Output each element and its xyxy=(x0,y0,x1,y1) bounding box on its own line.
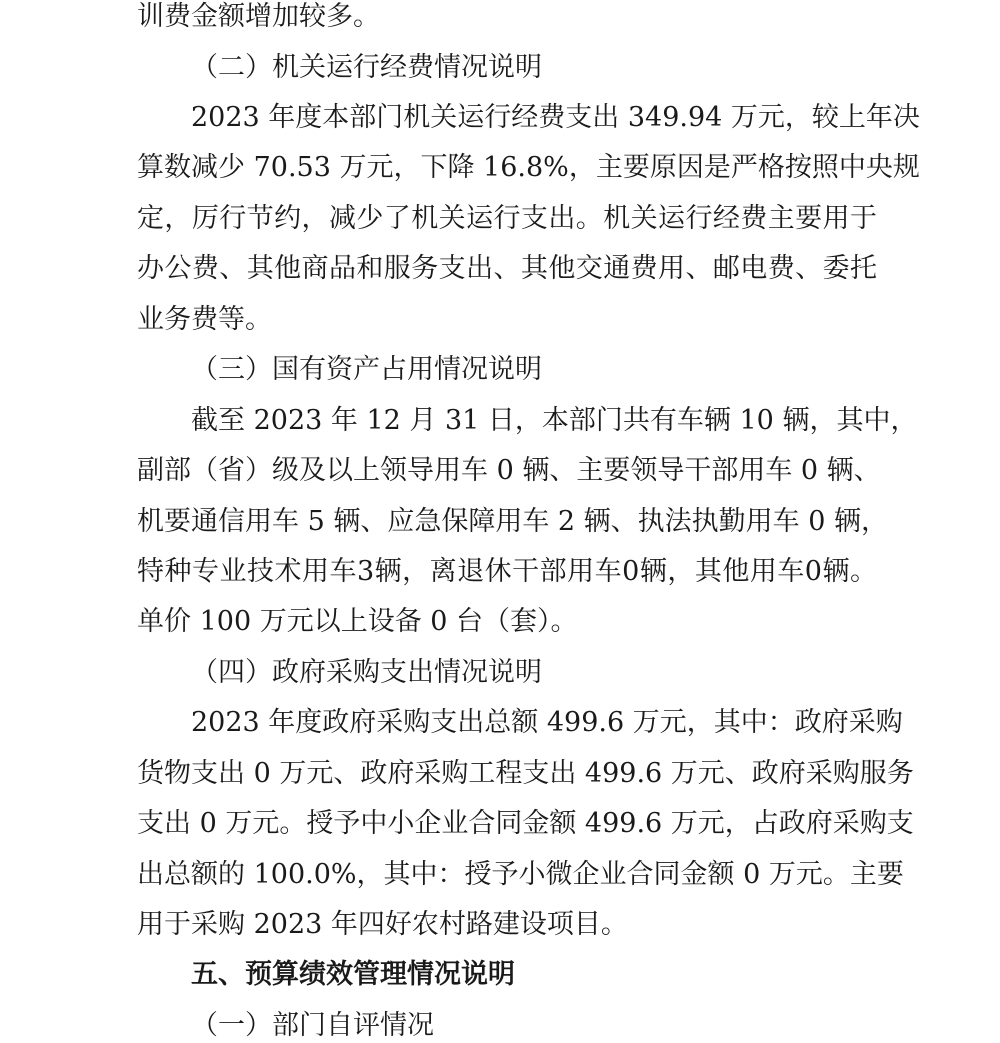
section-heading-3: （三）国有资产占用情况说明 xyxy=(191,354,542,385)
paragraph-line: 办公费、其他商品和服务支出、其他交通费用、邮电费、委托 xyxy=(137,253,877,284)
paragraph-line: 单价 100 万元以上设备 0 台（套）。 xyxy=(137,606,578,637)
paragraph-line: 出总额的 100.0%，其中：授予小微企业合同金额 0 万元。主要 xyxy=(137,859,904,890)
section-heading-4: （四）政府采购支出情况说明 xyxy=(191,657,542,688)
paragraph-line: 训费金额增加较多。 xyxy=(137,1,380,32)
paragraph-line: 机要通信用车 5 辆、应急保障用车 2 辆、执法执勤用车 0 辆， xyxy=(137,506,889,537)
paragraph-line: 支出 0 万元。授予中小企业合同金额 499.6 万元，占政府采购支 xyxy=(137,808,914,839)
paragraph-line: 货物支出 0 万元、政府采购工程支出 499.6 万元、政府采购服务 xyxy=(137,758,914,789)
paragraph-line: 定，厉行节约，减少了机关运行支出。机关运行经费主要用于 xyxy=(137,203,877,234)
section-heading-5-1: （一）部门自评情况 xyxy=(191,1010,434,1041)
section-heading-2: （二）机关运行经费情况说明 xyxy=(191,52,542,83)
paragraph-line: 2023 年度本部门机关运行经费支出 349.94 万元，较上年决 xyxy=(191,102,920,133)
paragraph-line: 算数减少 70.53 万元，下降 16.8%，主要原因是严格按照中央规 xyxy=(137,152,920,183)
paragraph-line: 截至 2023 年 12 月 31 日，本部门共有车辆 10 辆，其中， xyxy=(191,405,918,436)
paragraph-line: 2023 年度政府采购支出总额 499.6 万元，其中：政府采购 xyxy=(191,707,903,738)
paragraph-line: 特种专业技术用车3辆，离退休干部用车0辆，其他用车0辆。 xyxy=(137,556,877,587)
paragraph-line: 业务费等。 xyxy=(137,304,272,335)
paragraph-line: 用于采购 2023 年四好农村路建设项目。 xyxy=(137,909,628,940)
chapter-heading-5: 五、预算绩效管理情况说明 xyxy=(191,959,515,990)
paragraph-line: 副部（省）级及以上领导用车 0 辆、主要领导干部用车 0 辆、 xyxy=(137,455,881,486)
